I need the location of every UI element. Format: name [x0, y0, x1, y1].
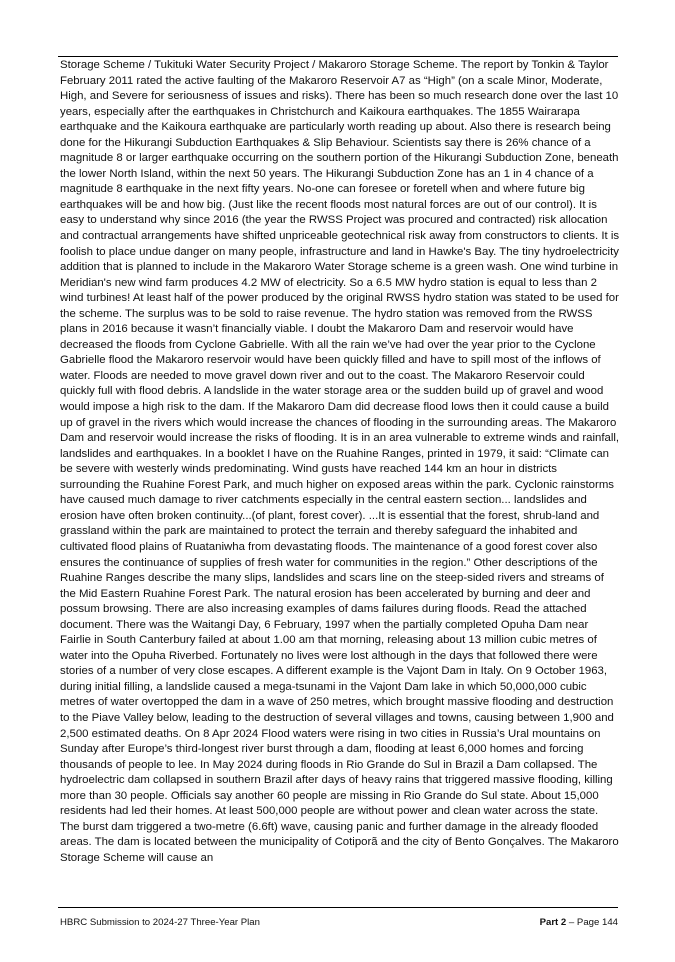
footer-title: HBRC Submission to 2024-27 Three-Year Plan — [60, 917, 260, 928]
footer-rule — [58, 907, 618, 908]
footer-page-number: – Page 144 — [566, 917, 618, 928]
top-rule — [58, 56, 618, 57]
footer-part: Part 2 — [539, 917, 567, 928]
page-footer — [60, 917, 618, 931]
footer-page-info — [540, 917, 618, 928]
body-paragraph: Storage Scheme / Tukituki Water Security Project / Makaroro Storage Scheme. The report by Tonkin & Taylor February 2011 rated the active faulting of the Makaroro Reservoir A7 as “High” (on a scale Minor, Moderate, High, and Severe for seriousness of issues and risks). There has been so much research done over the last 10 years, especially after the earthquakes in Christchurch and Kaikoura earthquakes. The 1855 Wairarapa earthquake and the Kaikoura earthquake are particularly worth reading up about. Also there is research being done for the Hikurangi Subduction Earthquakes & Slip Behaviour. Scientists say there is 26% chance of a magnitude 8 or larger earthquake occurring on the southern portion of the Hikurangi Subduction Zone, beneath the lower North Island, within the next 50 years. The Hikurangi Subduction Zone has an 1 in 4 chance of a magnitude 8 earthquake in the next fifty years. No-one can foresee or foretell when and where future big earthquakes will be and how big. (Just like the recent floods most natural forces are out of our control). It is easy to understand why since 2016 (the year the RWSS Project was procured and contracted) risk allocation and contractual arrangements have shifted unpriceable geotechnical risk away from constructors to clients. It is foolish to place undue danger on many people, infrastructure and land in Hawke's Bay. The tiny hydroelectricity addition that is planned to include in the Makaroro Water Storage scheme is a green wash. One wind turbine in Meridian's new wind farm produces 4.2 MW of electricity. So a 6.5 MW hydro station is equal to less than 2 wind turbines! At least half of the power produced by the original RWSS hydro station was stated to be used for the scheme. The surplus was to be sold to raise revenue. The hydro station was removed from the RWSS plans in 2016 because it wasn’t financially viable. I doubt the Makaroro Dam and reservoir would have decreased the floods from Cyclone Gabrielle. With all the rain we’ve had over the year prior to the Cyclone Gabrielle flood the Makaroro reservoir would have been quickly filled and have to spill most of the inflows of water. Floods are needed to move gravel down river and out to the coast. The Makaroro Reservoir could quickly full with flood debris. A landslide in the water storage area or the sudden build up of gravel and wood would impose a high risk to the dam. If the Makaroro Dam did decrease flood lows then it could cause a build up of gravel in the rivers which would increase the chances of flooding in the surrounding areas. The Makaroro Dam and reservoir would increase the risks of flooding. It is in an area vulnerable to extreme winds and rainfall, landslides and earthquakes. In a booklet I have on the Ruahine Ranges, printed in 1979, it said: “Climate can be severe with westerly winds predominating. Wind gusts have reached 144 km an hour in districts surrounding the Ruahine Forest Park, and much higher on exposed areas within the park. Cyclonic rainstorms have caused much damage to river catchments especially in the central eastern section... landslides and erosion have often broken continuity...(of plant, forest cover). ...It is essential that the forest, shrub-land and grassland within the park are maintained to protect the terrain and thereby safeguard the inhabited and cultivated flood plains of Ruataniwha from devastating floods. The maintenance of a good forest cover also ensures the continuance of supplies of fresh water for communities in the region.” Other descriptions of the Ruahine Ranges describe the many slips, landslides and scars line on the steep-sided rivers and streams of the Mid Eastern Ruahine Forest Park. The natural erosion has been accelerated by burning and deer and possum browsing. There are also increasing examples of dams failures during floods. Read the attached document. There was the Waitangi Day, 6 February, 1997 when the partially completed Opuha Dam near Fairlie in South Canterbury failed at about 1.00 am that morning, releasing about 13 million cubic metres of water into the Opuha Riverbed. Fortunately no lives were lost although in the days that followed there were stories of a number of very close escapes. A different example is the Vajont Dam in Italy. On 9 October 1963, during initial filling, a landslide caused a mega-tsunami in the Vajont Dam lake in which 50,000,000 cubic metres of water overtopped the dam in a wave of 250 metres, which brought massive flooding and destruction to the Piave Valley below, leading to the destruction of several villages and towns, causing between 1,900 and 2,500 estimated deaths. On 8 Apr 2024 Flood waters were rising in two cities in Russia’s Ural mountains on Sunday after Europe’s third-longest river burst through a dam, flooding at least 6,000 homes and forcing thousands of people to lee. In May 2024 during floods in Rio Grande do Sul in Brazil a Dam collapsed. The hydroelectric dam collapsed in southern Brazil after days of heavy rains that triggered massive flooding, killing more than 30 people. Officials say another 60 people are missing in Rio Grande do Sul state. About 15,000 residents had led their homes. At least 500,000 people are without power and clean water across the state. The burst dam triggered a two-metre (6.6ft) wave, causing panic and further damage in the already flooded areas. The dam is located between the municipality of Cotiporã and the city of Bento Gonçalves. The Makaroro Storage Scheme will cause an — [60, 59, 620, 864]
